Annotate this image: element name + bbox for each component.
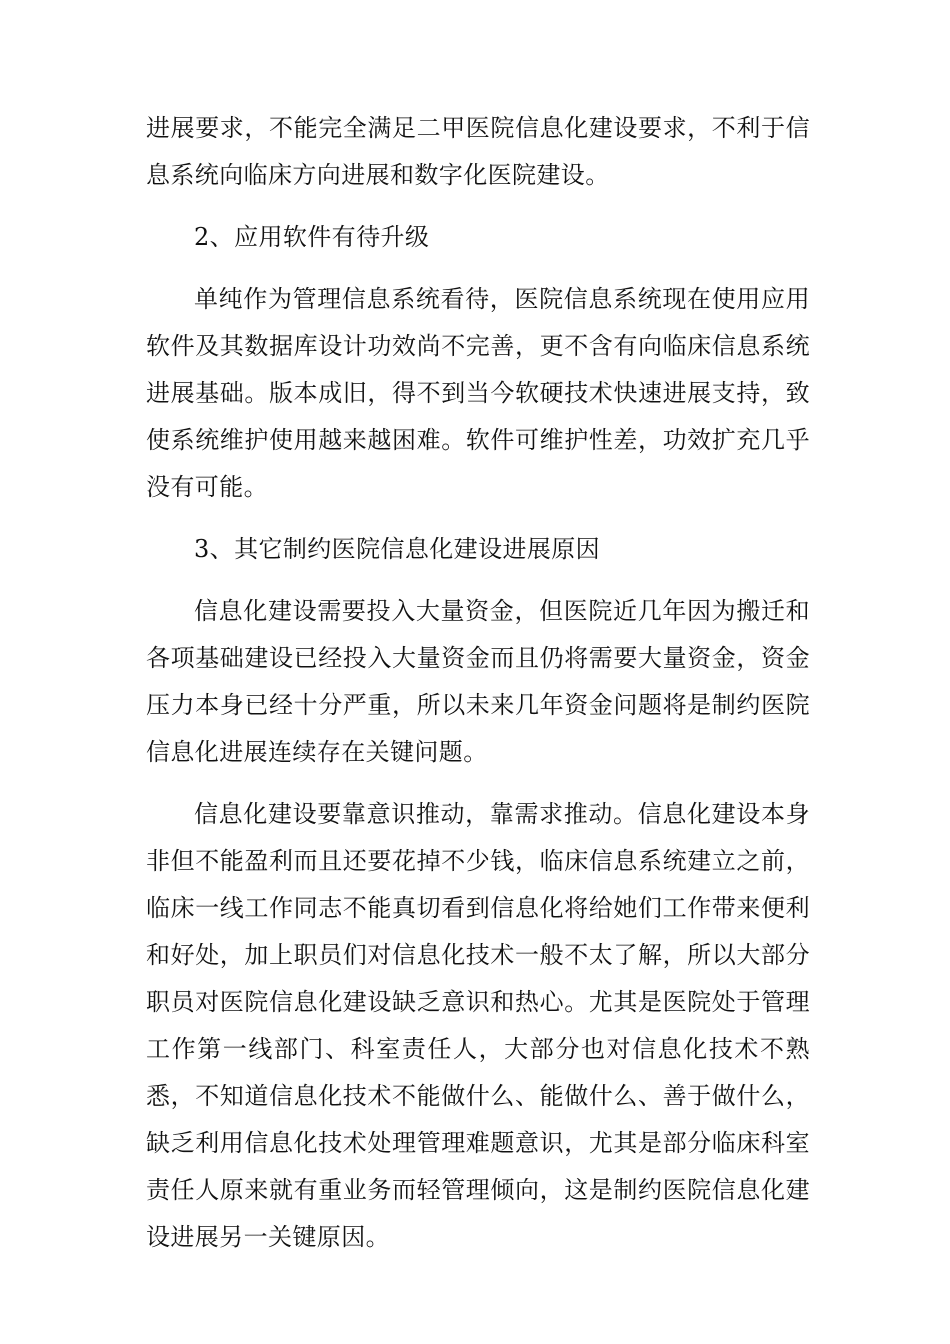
section-heading-2: 2、应用软件有待升级 [194,223,430,251]
paragraph-continuation: 进展要求，不能完全满足二甲医院信息化建设要求，不利于信息系统向临床方向进展和数字化医院建设。 [146,114,810,189]
paragraph-funding: 信息化建设需要投入大量资金，但医院近几年因为搬迁和各项基础建设已经投入大量资金而且仍将需要大量资金，资金压力本身已经十分严重，所以未来几年资金问题将是制约医院信息化进展连续存在关键问题。 [146,597,810,766]
section-heading-3: 3、其它制约医院信息化建设进展原因 [194,535,601,563]
document-body [146,105,810,1276]
paragraph-awareness: 信息化建设要靠意识推动，靠需求推动。信息化建设本身非但不能盈利而且还要花掉不少钱，临床信息系统建立之前，临床一线工作同志不能真切看到信息化将给她们工作带来便利和好处，加上职员们对信息化技术一般不太了解，所以大部分职员对医院信息化建设缺乏意识和热心。尤其是医院处于管理工作第一线部门、科室责任人，大部分也对信息化技术不熟悉，不知道信息化技术不能做什么、能做什么、善于做什么，缺乏利用信息化技术处理管理难题意识，尤其是部分临床科室责任人原来就有重业务而轻管理倾向，这是制约医院信息化建设进展另一关键原因。 [146,800,810,1251]
paragraph-application-software: 单纯作为管理信息系统看待，医院信息系统现在使用应用软件及其数据库设计功效尚不完善，更不含有向临床信息系统进展基础。版本成旧，得不到当今软硬技术快速进展支持，致使系统维护使用越来越困难。软件可维护性差，功效扩充几乎没有可能。 [146,285,810,501]
